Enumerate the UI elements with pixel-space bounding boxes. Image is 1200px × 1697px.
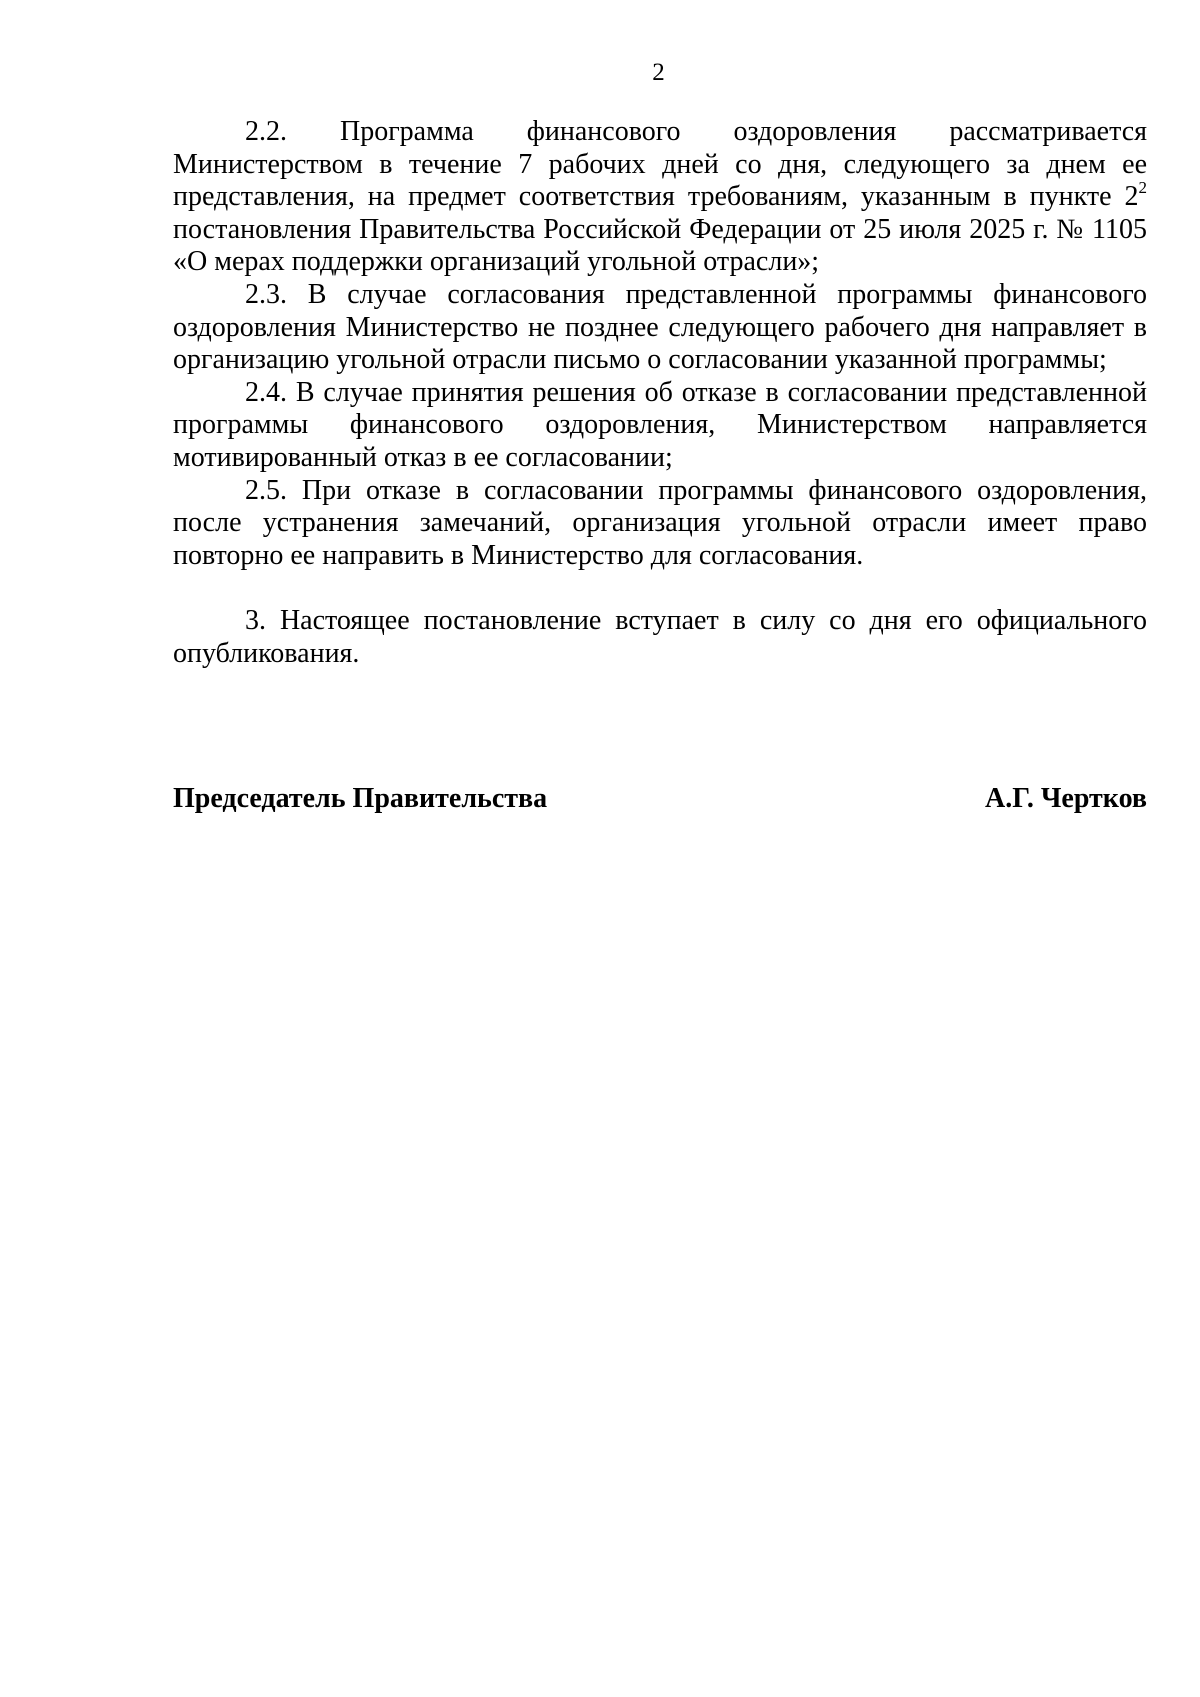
paragraph-2-4 <box>173 377 1147 475</box>
signatory-name: А.Г. Чертков <box>985 783 1147 814</box>
paragraph-number: 3. <box>245 604 266 636</box>
page-number: 2 <box>652 59 665 86</box>
paragraph-text-continued: постановления Правительства Российской Федерации от 25 июля 2025 г. № 1105 «О мерах поддержки организаций угольной отрасли»; <box>173 213 1147 278</box>
paragraph-3 <box>173 605 1147 670</box>
paragraph-text: В случае принятия решения об отказе в согласовании представленной программы финансового оздоровления, Министерством направляется мотивированный отказ в ее согласовании; <box>173 376 1147 473</box>
paragraph-2-2 <box>173 116 1147 279</box>
paragraph-text: В случае согласования представленной программы финансового оздоровления Министерство не позднее следующего рабочего дня направляет в организацию угольной отрасли письмо о согласовании указанной программы; <box>173 278 1147 376</box>
document-body <box>173 116 1147 670</box>
paragraph-text: При отказе в согласовании программы финансового оздоровления, после устранения замечаний, организация угольной отрасли имеет право повторно ее направить в Министерство для согласования. <box>173 474 1147 571</box>
superscript: 2 <box>1138 178 1147 198</box>
paragraph-2-5 <box>173 475 1147 573</box>
paragraph-number: 2.2. <box>245 116 287 147</box>
paragraph-text: Программа финансового оздоровления рассматривается Министерством в течение 7 рабочих дней со дня, следующего за днем ее представления, на предмет соответствия требованиям, указанным в пункте 2 <box>173 116 1147 213</box>
paragraph-text: Настоящее постановление вступает в силу со дня его официального опубликования. <box>173 604 1148 669</box>
paragraph-number: 2.5. <box>245 474 287 506</box>
paragraph-2-3 <box>173 279 1147 377</box>
signature-block <box>173 782 1147 816</box>
paragraph-number: 2.3. <box>245 278 287 310</box>
signatory-position: Председатель Правительства <box>173 783 548 814</box>
paragraph-number: 2.4. <box>245 376 287 408</box>
